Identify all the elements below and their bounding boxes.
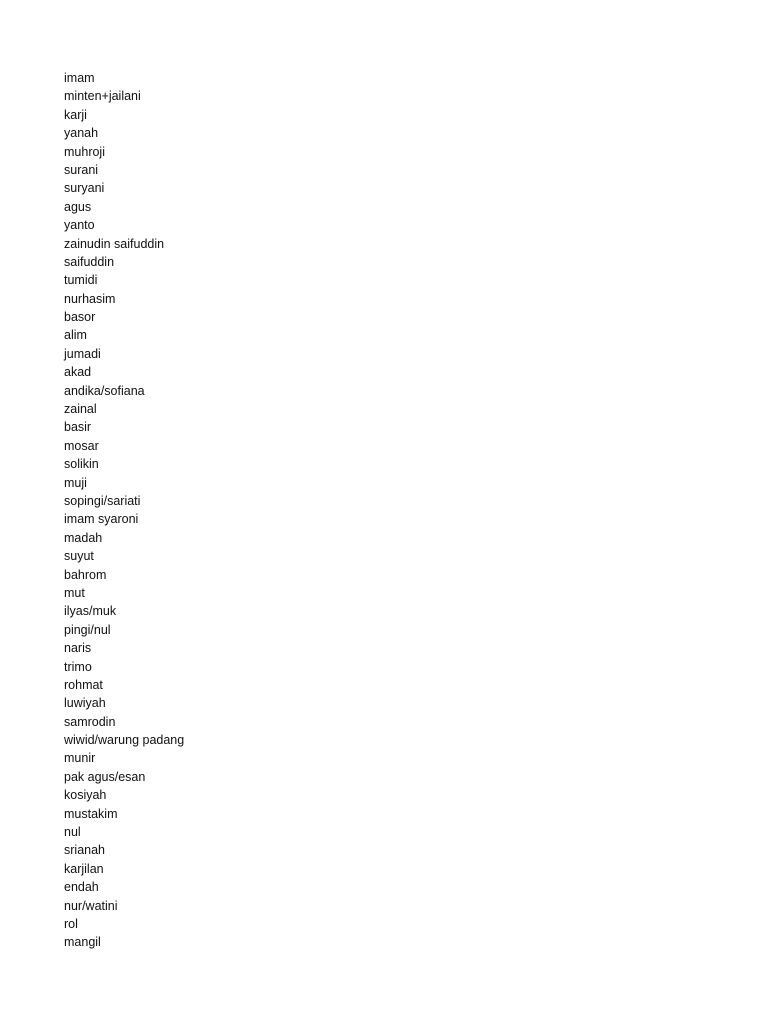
list-item: madah <box>64 530 103 545</box>
list-item: imam syaroni <box>64 512 139 527</box>
list-item: andika/sofiana <box>64 383 145 398</box>
list-item: yanto <box>64 218 95 233</box>
list-item: yanah <box>64 126 99 141</box>
list-item: minten+jailani <box>64 89 141 104</box>
list-item: pak agus/esan <box>64 769 146 784</box>
list-item: solikin <box>64 457 99 472</box>
list-item: saifuddin <box>64 254 115 269</box>
list-item: naris <box>64 641 92 656</box>
list-item: agus <box>64 199 92 214</box>
list-item: samrodin <box>64 714 116 729</box>
list-item: akad <box>64 365 92 380</box>
list-item: suyut <box>64 549 94 564</box>
list-item: rol <box>64 916 78 931</box>
list-item: wiwid/warung padang <box>64 733 185 748</box>
list-item: trimo <box>64 659 92 674</box>
name-list <box>64 69 184 952</box>
list-item: muhroji <box>64 144 105 159</box>
list-item: karji <box>64 107 87 122</box>
list-item: basor <box>64 310 96 325</box>
list-item: mangil <box>64 935 101 950</box>
list-item: endah <box>64 880 99 895</box>
list-item: mosar <box>64 438 99 453</box>
list-item: nur/watini <box>64 898 118 913</box>
list-item: mut <box>64 585 85 600</box>
list-item: karjilan <box>64 861 104 876</box>
list-item: sopingi/sariati <box>64 493 141 508</box>
list-item: rohmat <box>64 677 103 692</box>
list-item: suryani <box>64 181 105 196</box>
list-item: mustakim <box>64 806 118 821</box>
list-item: bahrom <box>64 567 107 582</box>
list-item: jumadi <box>64 346 101 361</box>
list-item: surani <box>64 162 99 177</box>
list-item: nul <box>64 825 81 840</box>
list-item: nurhasim <box>64 291 116 306</box>
list-item: ilyas/muk <box>64 604 117 619</box>
list-item: zainal <box>64 402 97 417</box>
list-item: muji <box>64 475 87 490</box>
list-item: luwiyah <box>64 696 106 711</box>
list-item: tumidi <box>64 273 98 288</box>
list-item: alim <box>64 328 87 343</box>
list-item: basir <box>64 420 92 435</box>
list-item: pingi/nul <box>64 622 111 637</box>
list-item: kosiyah <box>64 788 107 803</box>
list-item: imam <box>64 71 95 85</box>
list-item: munir <box>64 751 96 766</box>
list-item: zainudin saifuddin <box>64 236 165 251</box>
list-item: srianah <box>64 843 105 858</box>
